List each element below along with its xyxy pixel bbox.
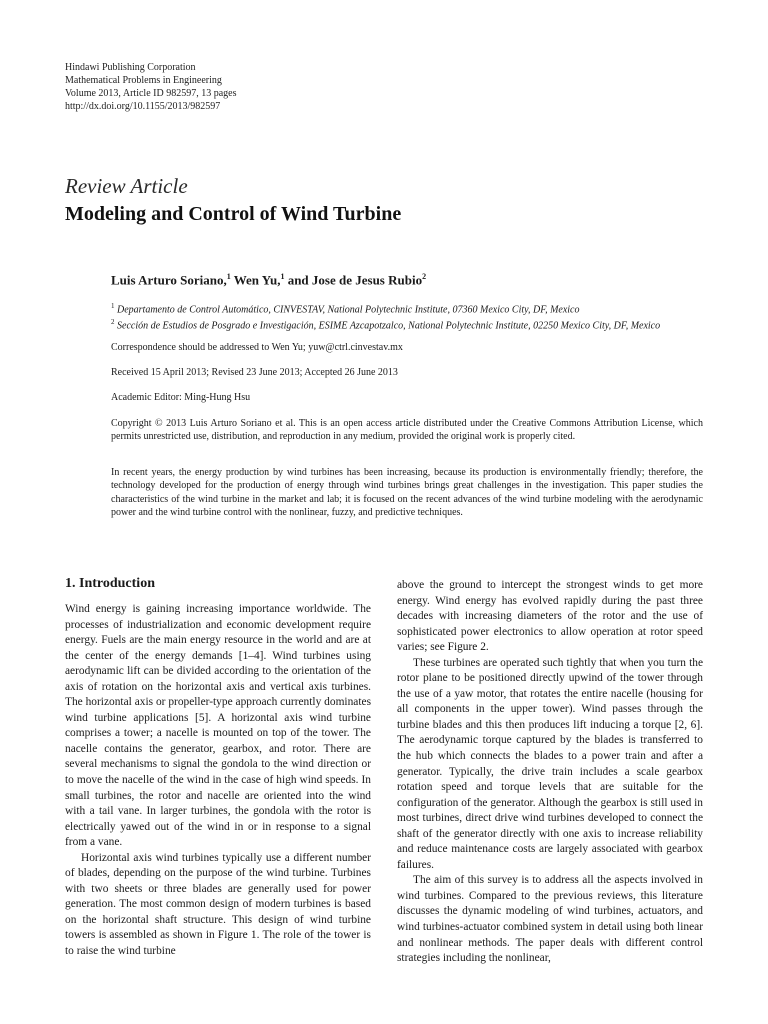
received-dates: Received 15 April 2013; Revised 23 June 2013; Accepted 26 June 2013 [111,367,398,378]
affiliation-1-text: Departamento de Control Automático, CINVESTAV, National Polytechnic Institute, 07360 Mexico City, DF, Mexico [114,304,580,316]
doi-link[interactable]: http://dx.doi.org/10.1155/2013/982597 [65,101,221,112]
figure-2-link[interactable]: Figure 2 [447,641,486,654]
right-paragraph-1-text: above the ground to intercept the strongest winds to get more energy. Wind energy has evolved rapidly during the past three decades with increasing diameters of the rotor and the use of sophisticated power electronics to allow operation at rotor speed varies; see [397,579,703,654]
left-column [65,602,371,960]
figure-1-link[interactable]: Figure 1 [217,929,257,942]
author-2-sup: 1 [280,272,285,281]
affiliation-1 [111,302,580,315]
academic-editor: Academic Editor: Ming-Hung Hsu [111,392,251,403]
affiliation-2 [111,318,660,331]
correspondence: Correspondence should be addressed to Wen Yu; yuw@ctrl.cinvestav.mx [111,342,403,353]
author-3-sup: 2 [422,272,427,281]
author-1: Luis Arturo Soriano, [111,272,227,288]
intro-paragraph-2-end: . The role of the tower is to raise the wind turbine [65,929,371,958]
journal-name: Mathematical Problems in Engineering [65,75,222,86]
volume-info: Volume 2013, Article ID 982597, 13 pages [65,88,237,99]
affiliation-1-sup: 1 [111,302,115,310]
intro-paragraph-2 [65,851,371,960]
article-title: Modeling and Control of Wind Turbine [65,203,402,225]
author-list [111,272,426,288]
right-column [397,578,703,967]
right-paragraph-3: The aim of this survey is to address all the aspects involved in wind turbines. Compared to the previous reviews, this literature discusses the dynamic modeling of wind turbines, actuators, and wind turbines-actuator combined system in detail using both linear and nonlinear methods. The paper deals with different control strategies including the nonlinear, [397,874,703,965]
copyright-notice: Copyright © 2013 Luis Arturo Soriano et al. This is an open access article distributed under the Creative Commons Attribution License, which permits unrestricted use, distribution, and reproduction in any medium, provided the original work is properly cited. [111,418,703,443]
affiliation-2-sup: 2 [111,318,115,326]
right-paragraph-2: These turbines are operated such tightly that when you turn the rotor plane to be positioned directly upwind of the tower through the use of a yaw motor, that rotates the entire nacelle (housing for all components in the upper tower). Wind passes through the turbine blades and this then produces lift inducing a torque [2, 6]. The aerodynamic torque captured by the blades is transferred to the hub which connects the blades to a power train and after a generator. Typically, the drive train includes a scale gearbox rotation speed and torque levels that are suitable for the configuration of the generator. Although the gearbox is still used in most turbines, direct drive wind turbines developed to connect the shaft of the generator directly with one axis to increase reliability and reduce maintenance costs are largely associated with gearbox failures. [397,656,703,871]
publisher-line: Hindawi Publishing Corporation [65,62,196,73]
right-paragraph-1 [397,578,703,656]
affiliation-2-text: Sección de Estudios de Posgrado e Investigación, ESIME Azcapotzalco, National Polytechnic Institute, 02250 Mexico City, DF, Mexico [114,320,661,332]
abstract: In recent years, the energy production by wind turbines has been increasing, because its production is environmentally friendly; therefore, the technology developed for the production of energy through wind turbines brings great challenges in the investigation. This paper studies the characteristics of the wind turbine in the market and lab; it is focused on the recent advances of the wind turbine modeling with the aerodynamic power and the wind turbine control with the nonlinear, fuzzy, and predictive techniques. [111,467,703,518]
journal-header [65,61,236,113]
author-3: and Jose de Jesus Rubio [284,272,423,288]
author-1-sup: 1 [226,272,231,281]
intro-paragraph-2-text: Horizontal axis wind turbines typically use a different number of blades, depending on the purpose of the wind turbine. Turbines with two sheets or three blades are generally used for power generation. The most common design of modern turbines is based on the horizontal shaft structure. This design of wind turbine towers is assembled as shown in [65,851,371,942]
author-2: Wen Yu, [230,272,281,288]
intro-paragraph-1: Wind energy is gaining increasing importance worldwide. The processes of industrialization and economic development require energy. Fuels are the main energy resource in the world and are at the center of the energy demands [1–4]. Wind turbines using aerodynamic lift can be divided according to the orientation of the axis of rotation on the horizontal axis and vertical axis turbines. The horizontal axis or propeller-type approach currently dominates wind turbine applications [5]. A horizontal axis wind turbine comprises a tower; a nacelle is mounted on top of the tower. The nacelle contains the generator, gearbox, and rotor. There are several mechanisms to signal the gondola to the wind direction or to move the nacelle of the wind in the case of high wind speeds. In small turbines, the rotor and nacelle are oriented into the wind with a tail vane. In larger turbines, the gondola with the rotor is electrically yawed out of the wind in or in response to a signal from a vane. [65,603,371,849]
right-paragraph-1-end: . [485,641,489,654]
section-heading: 1. Introduction [65,576,155,591]
article-type: Review Article [65,174,188,198]
